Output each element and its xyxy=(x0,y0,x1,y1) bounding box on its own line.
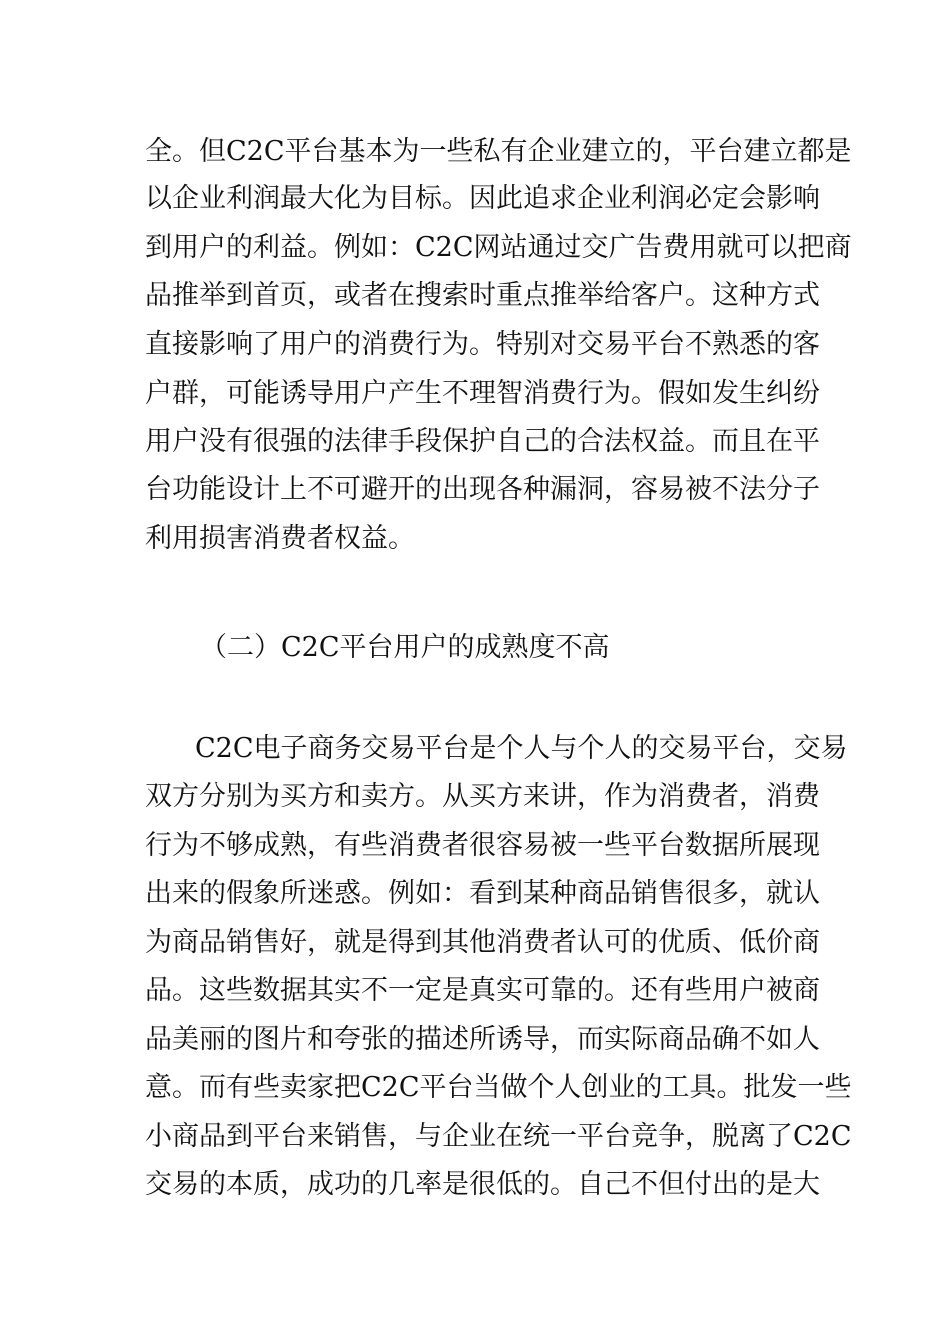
paragraph-1-line: 用户没有很强的法律手段保护自己的合法权益。而且在平 xyxy=(145,426,820,457)
paragraph-2-line: 双方分别为买方和卖方。从买方来讲，作为消费者，消费 xyxy=(145,781,820,812)
paragraph-1-line: 以企业利润最大化为目标。因此追求企业利润必定会影响 xyxy=(145,183,820,214)
paragraph-1-line: 到用户的利益。例如：C2C网站通过交广告费用就可以把商 xyxy=(145,232,852,263)
paragraph-1-line: 户群，可能诱导用户产生不理智消费行为。假如发生纠纷 xyxy=(145,378,820,409)
paragraph-2-line: 行为不够成熟，有些消费者很容易被一些平台数据所展现 xyxy=(145,830,820,861)
paragraph-2-line: 出来的假象所迷惑。例如：看到某种商品销售很多，就认 xyxy=(145,878,820,909)
section-heading: （二）C2C平台用户的成熟度不高 xyxy=(200,632,610,663)
paragraph-2-line: 品美丽的图片和夸张的描述所诱导，而实际商品确不如人 xyxy=(145,1024,820,1055)
paragraph-2-line: 品。这些数据其实不一定是真实可靠的。还有些用户被商 xyxy=(145,975,820,1006)
paragraph-2-line: 交易的本质，成功的几率是很低的。自己不但付出的是大 xyxy=(145,1169,820,1200)
paragraph-2-line: 小商品到平台来销售，与企业在统一平台竞争，脱离了C2C xyxy=(145,1121,852,1152)
paragraph-1-line: 直接影响了用户的消费行为。特别对交易平台不熟悉的客 xyxy=(145,329,820,360)
paragraph-1-line: 利用损害消费者权益。 xyxy=(145,523,415,554)
paragraph-1-line: 全。但C2C平台基本为一些私有企业建立的，平台建立都是 xyxy=(145,136,852,167)
paragraph-2-line: 意。而有些卖家把C2C平台当做个人创业的工具。批发一些 xyxy=(145,1072,852,1103)
paragraph-1-line: 品推举到首页，或者在搜索时重点推举给客户。这种方式 xyxy=(145,280,820,311)
paragraph-2-line: C2C电子商务交易平台是个人与个人的交易平台，交易 xyxy=(195,733,848,764)
paragraph-2-line: 为商品销售好，就是得到其他消费者认可的优质、低价商 xyxy=(145,927,820,958)
paragraph-1-line: 台功能设计上不可避开的出现各种漏洞，容易被不法分子 xyxy=(145,474,820,505)
